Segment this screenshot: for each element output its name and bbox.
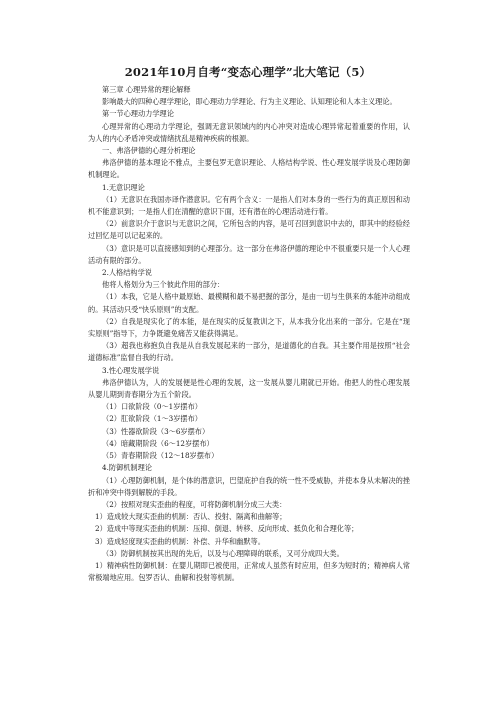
paragraph: （1）心理防御机制，是个体的潜意识，巴望庇护自我的统一性不受威胁，并使本身从未解决的挫折和冲突中得到解脱的手段。: [88, 475, 410, 497]
list-item: 1）造成较大现实歪曲的机制：否认、投射、隔离和曲解等；: [95, 512, 287, 522]
chapter-heading: 第三章 心理异常的理论解释: [102, 85, 191, 94]
paragraph: （1）无意识在我国亦译作潜意识。它有两个含义：一是指人们对本身的一些行为的真正原因和动机不能意识到；一是指人们在清醒的意识下面，还有潜在的心理活动进行着。: [88, 194, 410, 217]
paragraph: 1）精神病性防御机制：在婴儿期即已被使用，正常成人虽然有时应用，但多为短时的；精神病人常常极端地应用。包罗否认、曲解和投射等机制。: [88, 560, 410, 583]
list-item: （4）暗藏期阶段（6～12岁摆布）: [102, 438, 214, 448]
item-heading: 2.人格结构学说: [102, 268, 152, 278]
subsection-heading: 一、弗洛伊德的心理分析理论: [102, 146, 196, 156]
list-item: （2）肛欲阶段（1～3岁摆布）: [102, 414, 202, 424]
paragraph: （2）前意识介于意识与无意识之间，它所包含的内容，是可召回到意识中去的，即其中的经验经过回忆是可以记起来的。: [88, 219, 410, 241]
list-item: 3）造成轻度现实歪曲的机制：补偿、升华和幽默等。: [95, 536, 265, 546]
paragraph: 他将人格划分为三个彼此作用的部分：: [102, 280, 225, 290]
item-heading: 4.防御机制理论: [102, 463, 152, 473]
paragraph: 弗洛伊德认为，人的发展便是性心理的发展，这一发展从婴儿期就已开始。他把人的性心理发展从婴儿期到青春期分为五个阶段。: [88, 377, 410, 400]
paragraph: （3）意识是可以直接感知到的心理部分。这一部分在弗洛伊德的理论中不很重要只是一个人心理活动有限的部分。: [88, 243, 410, 265]
paragraph: （1）本我，它是人格中最原始、最模糊和最不易把握的部分，是由一切与生俱来的本能冲动组成的。其活动只受“快乐原则”的支配。: [88, 292, 410, 314]
section-heading: 第一节心理动力学理论: [102, 109, 174, 119]
item-heading: 3.性心理发展学说: [102, 365, 160, 375]
paragraph: 影响最大的四种心理学理论，即心理动力学理论、行为主义理论、认知理论和人本主义理论。: [102, 97, 397, 107]
list-item: （1）口欲阶段（0～1岁摆布）: [102, 402, 202, 412]
list-item: 2）造成中等现实歪曲的机制：压抑、倒退、转移、反向形成、抵负化和合理化等；: [95, 524, 359, 534]
paragraph: 弗洛伊德的基本理论不雅点，主要包罗无意识理论、人格结构学说、性心理发展学说及心理防御机制理论。: [88, 158, 410, 180]
paragraph: （2）按照对现实歪曲的程度，可将防御机制分成三大类：: [102, 499, 287, 509]
list-item: （3）性器欲阶段（3～6岁摆布）: [102, 426, 210, 436]
paragraph: 心理异常的心理动力学理论，强调无意识领域内的内心冲突对造成心理异常起着重要的作用，认为人的内心矛盾冲突或情绪扰乱是精神疾病的根源。: [88, 121, 410, 143]
paragraph: （2）自我是现实化了的本能，是在现实的反复教训之下，从本我分化出来的一部分。它是在“现实原则”指导下，力争既避免痛苦又能获得满足。: [88, 316, 410, 339]
paragraph: （3）超我也称抱负自我是从自我发展起来的一部分，是道德化的自我。其主要作用是按照“社会道德标准”监督自我的行动。: [88, 341, 410, 363]
document-title: 2021年10月自考“变态心理学”北大笔记（5）: [124, 65, 372, 79]
paragraph: （3）防御机制按其出现的先后，以及与心理障碍的联系，又可分成四大类。: [102, 548, 344, 558]
item-heading: 1.无意识理论: [102, 182, 145, 192]
list-item: （5）青春期阶段（12～18岁摆布）: [102, 451, 219, 461]
document-body: [88, 84, 410, 584]
